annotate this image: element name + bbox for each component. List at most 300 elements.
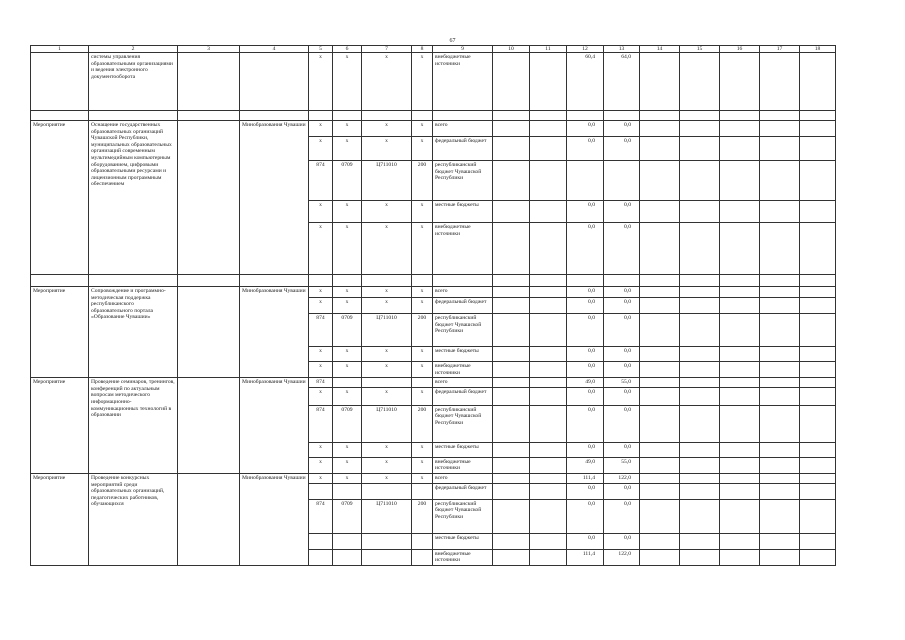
- amount-cell: 0,0: [567, 347, 604, 362]
- funding-source-cell: всего: [433, 473, 493, 483]
- executor-cell: Минобразования Чувашии: [240, 121, 309, 275]
- amount-cell: 0,0: [604, 298, 640, 314]
- executor-cell: Минобразования Чувашии: [240, 378, 309, 474]
- year-cell: [720, 298, 760, 314]
- year-cell: [680, 201, 720, 223]
- year-cell: [640, 298, 680, 314]
- amount-cell: 0,0: [604, 405, 640, 442]
- year-cell: [760, 533, 800, 549]
- empty-cell: [640, 111, 680, 121]
- year-cell: [493, 405, 530, 442]
- year-cell: [720, 457, 760, 473]
- year-cell: [640, 473, 680, 483]
- year-cell: [760, 362, 800, 378]
- year-cell: [680, 457, 720, 473]
- year-cell: [530, 549, 567, 565]
- empty-cell: [720, 111, 760, 121]
- year-cell: [680, 533, 720, 549]
- year-cell: [800, 405, 836, 442]
- year-cell: [760, 137, 800, 161]
- year-cell: [640, 347, 680, 362]
- page-number: 67: [449, 38, 456, 44]
- target-article-cell: х: [362, 457, 412, 473]
- year-cell: [760, 387, 800, 405]
- section-code-cell: [333, 378, 362, 388]
- target-article-cell: Ц711010: [362, 405, 412, 442]
- section-code-cell: х: [333, 457, 362, 473]
- year-cell: [800, 533, 836, 549]
- section-code-cell: [333, 533, 362, 549]
- activity-type-cell: Мероприятие: [31, 121, 89, 275]
- column-number-cell: 8: [412, 46, 433, 53]
- activity-type-cell: Мероприятие: [31, 378, 89, 474]
- year-cell: [800, 347, 836, 362]
- year-cell: [760, 121, 800, 137]
- amount-cell: 55,0: [604, 457, 640, 473]
- amount-cell: 0,0: [567, 223, 604, 275]
- empty-cell: [178, 473, 240, 565]
- section-code-cell: х: [333, 298, 362, 314]
- grbs-code-cell: х: [309, 287, 333, 298]
- section-code-cell: х: [333, 287, 362, 298]
- funding-source-cell: федеральный бюджет: [433, 387, 493, 405]
- grbs-code-cell: х: [309, 223, 333, 275]
- year-cell: [760, 314, 800, 347]
- amount-cell: 0,0: [567, 533, 604, 549]
- target-article-cell: [362, 483, 412, 499]
- section-code-cell: х: [333, 201, 362, 223]
- section-code-cell: х: [333, 387, 362, 405]
- funding-source-cell: республиканский бюджет Чувашской Республики: [433, 405, 493, 442]
- year-cell: [493, 499, 530, 533]
- empty-cell: [333, 111, 362, 121]
- funding-source-cell: федеральный бюджет: [433, 483, 493, 499]
- column-number-cell: 6: [333, 46, 362, 53]
- funding-source-cell: всего: [433, 121, 493, 137]
- year-cell: [530, 499, 567, 533]
- target-article-cell: [362, 533, 412, 549]
- empty-cell: [567, 275, 604, 287]
- target-article-cell: Ц711010: [362, 161, 412, 201]
- year-cell: [800, 362, 836, 378]
- activity-name-cell: Сопровождение и программно-методическая поддержка республиканского образовательного портала «Образование Чувашии»: [89, 287, 178, 378]
- grbs-code-cell: 874: [309, 314, 333, 347]
- year-cell: [720, 161, 760, 201]
- activity-name-cell: Проведение конкурсных мероприятий среди образовательных организаций, педагогических работников, обучающихся: [89, 473, 178, 565]
- empty-cell: [412, 275, 433, 287]
- year-cell: [680, 499, 720, 533]
- expense-type-cell: 200: [412, 405, 433, 442]
- year-cell: [640, 137, 680, 161]
- target-article-cell: х: [362, 201, 412, 223]
- activity-name-cell: системы управления образовательными организациями и ведения электронного документооборота: [89, 53, 178, 111]
- section-code-cell: х: [333, 362, 362, 378]
- expense-type-cell: [412, 378, 433, 388]
- empty-cell: [800, 275, 836, 287]
- amount-cell: 0,0: [604, 137, 640, 161]
- year-cell: [680, 483, 720, 499]
- year-cell: [640, 161, 680, 201]
- target-article-cell: х: [362, 223, 412, 275]
- expense-type-cell: [412, 549, 433, 565]
- amount-cell: 49,0: [567, 457, 604, 473]
- grbs-code-cell: х: [309, 298, 333, 314]
- amount-cell: 0,0: [604, 201, 640, 223]
- expense-type-cell: х: [412, 137, 433, 161]
- funding-source-cell: всего: [433, 378, 493, 388]
- empty-cell: [800, 111, 836, 121]
- year-cell: [680, 473, 720, 483]
- year-cell: [640, 442, 680, 457]
- column-number-cell: 5: [309, 46, 333, 53]
- empty-cell: [178, 121, 240, 275]
- expense-type-cell: х: [412, 287, 433, 298]
- year-cell: [760, 53, 800, 111]
- grbs-code-cell: х: [309, 121, 333, 137]
- year-cell: [680, 287, 720, 298]
- column-number-cell: 12: [567, 46, 604, 53]
- year-cell: [493, 53, 530, 111]
- activity-type-cell: [31, 53, 89, 111]
- year-cell: [680, 405, 720, 442]
- empty-cell: [493, 111, 530, 121]
- table-row: [31, 53, 836, 111]
- year-cell: [493, 378, 530, 388]
- expense-type-cell: х: [412, 121, 433, 137]
- funding-source-cell: местные бюджеты: [433, 533, 493, 549]
- spacer-row: [31, 275, 836, 287]
- year-cell: [680, 161, 720, 201]
- year-cell: [760, 378, 800, 388]
- year-cell: [800, 387, 836, 405]
- empty-cell: [680, 275, 720, 287]
- expense-type-cell: х: [412, 457, 433, 473]
- funding-source-cell: местные бюджеты: [433, 347, 493, 362]
- expense-type-cell: х: [412, 473, 433, 483]
- year-cell: [760, 473, 800, 483]
- amount-cell: 49,0: [567, 378, 604, 388]
- activity-type-cell: Мероприятие: [31, 287, 89, 378]
- grbs-code-cell: х: [309, 53, 333, 111]
- grbs-code-cell: [309, 533, 333, 549]
- empty-cell: [412, 111, 433, 121]
- section-code-cell: х: [333, 137, 362, 161]
- executor-cell: Минобразования Чувашии: [240, 287, 309, 378]
- amount-cell: 0,0: [567, 405, 604, 442]
- year-cell: [800, 499, 836, 533]
- empty-cell: [31, 275, 89, 287]
- year-cell: [530, 533, 567, 549]
- section-code-cell: х: [333, 347, 362, 362]
- column-number-cell: 4: [240, 46, 309, 53]
- column-number-cell: 11: [530, 46, 567, 53]
- year-cell: [640, 201, 680, 223]
- year-cell: [680, 121, 720, 137]
- year-cell: [640, 314, 680, 347]
- year-cell: [640, 387, 680, 405]
- year-cell: [800, 457, 836, 473]
- empty-cell: [333, 275, 362, 287]
- year-cell: [800, 161, 836, 201]
- year-cell: [640, 533, 680, 549]
- amount-cell: 0,0: [567, 298, 604, 314]
- year-cell: [640, 405, 680, 442]
- year-cell: [493, 347, 530, 362]
- expense-type-cell: 200: [412, 161, 433, 201]
- funding-source-cell: внебюджетные источники: [433, 457, 493, 473]
- year-cell: [493, 362, 530, 378]
- empty-cell: [178, 275, 240, 287]
- amount-cell: 0,0: [567, 362, 604, 378]
- year-cell: [800, 442, 836, 457]
- expense-type-cell: 200: [412, 499, 433, 533]
- target-article-cell: х: [362, 121, 412, 137]
- year-cell: [760, 223, 800, 275]
- empty-cell: [760, 111, 800, 121]
- empty-cell: [760, 275, 800, 287]
- year-cell: [640, 53, 680, 111]
- funding-source-cell: республиканский бюджет Чувашской Республики: [433, 161, 493, 201]
- empty-cell: [433, 275, 493, 287]
- amount-cell: 0,0: [604, 121, 640, 137]
- amount-cell: 0,0: [567, 442, 604, 457]
- amount-cell: 0,0: [604, 362, 640, 378]
- year-cell: [800, 53, 836, 111]
- amount-cell: 0,0: [567, 121, 604, 137]
- amount-cell: 55,0: [604, 378, 640, 388]
- section-code-cell: 0709: [333, 161, 362, 201]
- year-cell: [720, 201, 760, 223]
- table-row: [31, 287, 836, 298]
- empty-cell: [680, 111, 720, 121]
- year-cell: [530, 473, 567, 483]
- year-cell: [493, 121, 530, 137]
- column-number-cell: 17: [760, 46, 800, 53]
- funding-source-cell: внебюджетные источники: [433, 223, 493, 275]
- year-cell: [640, 287, 680, 298]
- year-cell: [530, 362, 567, 378]
- activity-name-cell: Оснащение государственных образовательных организаций Чувашской Республики, муниципальных образовательных организаций современным мультимедийным компьютерным оборудованием, цифровыми образовательными ресурсами и лицензионным программным обеспечением: [89, 121, 178, 275]
- column-number-cell: 14: [640, 46, 680, 53]
- year-cell: [800, 121, 836, 137]
- target-article-cell: х: [362, 137, 412, 161]
- year-cell: [680, 137, 720, 161]
- amount-cell: 0,0: [604, 387, 640, 405]
- year-cell: [493, 314, 530, 347]
- year-cell: [640, 549, 680, 565]
- funding-source-cell: федеральный бюджет: [433, 137, 493, 161]
- year-cell: [720, 137, 760, 161]
- year-cell: [760, 457, 800, 473]
- year-cell: [760, 499, 800, 533]
- year-cell: [530, 457, 567, 473]
- year-cell: [530, 387, 567, 405]
- year-cell: [530, 137, 567, 161]
- year-cell: [680, 442, 720, 457]
- year-cell: [640, 121, 680, 137]
- grbs-code-cell: х: [309, 473, 333, 483]
- amount-cell: [567, 161, 604, 201]
- year-cell: [720, 378, 760, 388]
- target-article-cell: х: [362, 362, 412, 378]
- grbs-code-cell: х: [309, 201, 333, 223]
- expense-type-cell: х: [412, 362, 433, 378]
- grbs-code-cell: [309, 549, 333, 565]
- amount-cell: 0,0: [567, 499, 604, 533]
- funding-source-cell: республиканский бюджет Чувашской Республики: [433, 499, 493, 533]
- empty-cell: [604, 111, 640, 121]
- year-cell: [800, 314, 836, 347]
- year-cell: [680, 362, 720, 378]
- year-cell: [530, 53, 567, 111]
- year-cell: [530, 298, 567, 314]
- table-row: [31, 378, 836, 388]
- year-cell: [493, 287, 530, 298]
- year-cell: [720, 347, 760, 362]
- amount-cell: 0,0: [567, 483, 604, 499]
- executor-cell: Минобразования Чувашии: [240, 473, 309, 565]
- amount-cell: 0,0: [604, 287, 640, 298]
- year-cell: [530, 378, 567, 388]
- empty-cell: [240, 275, 309, 287]
- year-cell: [493, 533, 530, 549]
- empty-cell: [31, 111, 89, 121]
- activity-name-cell: Проведение семинаров, тренингов, конференций по актуальным вопросам методического информационно-коммуникационных технологий в образовании: [89, 378, 178, 474]
- expense-type-cell: х: [412, 442, 433, 457]
- grbs-code-cell: х: [309, 137, 333, 161]
- year-cell: [800, 287, 836, 298]
- executor-cell: [240, 53, 309, 111]
- year-cell: [760, 549, 800, 565]
- grbs-code-cell: х: [309, 457, 333, 473]
- year-cell: [680, 53, 720, 111]
- year-cell: [493, 473, 530, 483]
- table-row: [31, 473, 836, 483]
- empty-cell: [178, 287, 240, 378]
- expense-type-cell: х: [412, 223, 433, 275]
- amount-cell: 111,4: [567, 549, 604, 565]
- amount-cell: 0,0: [604, 347, 640, 362]
- year-cell: [530, 405, 567, 442]
- year-cell: [760, 405, 800, 442]
- year-cell: [720, 549, 760, 565]
- year-cell: [680, 223, 720, 275]
- section-code-cell: 0709: [333, 499, 362, 533]
- year-cell: [493, 457, 530, 473]
- year-cell: [493, 387, 530, 405]
- section-code-cell: 0709: [333, 405, 362, 442]
- column-number-cell: 7: [362, 46, 412, 53]
- column-number-cell: 3: [178, 46, 240, 53]
- column-number-cell: 18: [800, 46, 836, 53]
- funding-source-cell: местные бюджеты: [433, 442, 493, 457]
- grbs-code-cell: 874: [309, 378, 333, 388]
- column-number-cell: 9: [433, 46, 493, 53]
- grbs-code-cell: х: [309, 362, 333, 378]
- year-cell: [680, 347, 720, 362]
- column-number-cell: 16: [720, 46, 760, 53]
- amount-cell: 0,0: [567, 314, 604, 347]
- year-cell: [720, 53, 760, 111]
- empty-cell: [493, 275, 530, 287]
- table-row: [31, 121, 836, 137]
- year-cell: [493, 549, 530, 565]
- column-number-cell: 1: [31, 46, 89, 53]
- year-cell: [530, 161, 567, 201]
- year-cell: [680, 298, 720, 314]
- funding-source-cell: внебюджетные источники: [433, 362, 493, 378]
- target-article-cell: х: [362, 387, 412, 405]
- year-cell: [800, 473, 836, 483]
- section-code-cell: [333, 483, 362, 499]
- year-cell: [720, 442, 760, 457]
- grbs-code-cell: 874: [309, 405, 333, 442]
- year-cell: [680, 378, 720, 388]
- target-article-cell: Ц711010: [362, 499, 412, 533]
- target-article-cell: [362, 378, 412, 388]
- funding-source-cell: федеральный бюджет: [433, 298, 493, 314]
- year-cell: [800, 201, 836, 223]
- section-code-cell: х: [333, 53, 362, 111]
- expense-type-cell: х: [412, 347, 433, 362]
- empty-cell: [178, 53, 240, 111]
- amount-cell: 122,0: [604, 549, 640, 565]
- empty-cell: [530, 275, 567, 287]
- year-cell: [493, 442, 530, 457]
- year-cell: [720, 387, 760, 405]
- section-code-cell: х: [333, 442, 362, 457]
- amount-cell: 0,0: [604, 223, 640, 275]
- year-cell: [530, 287, 567, 298]
- empty-cell: [309, 275, 333, 287]
- grbs-code-cell: х: [309, 387, 333, 405]
- empty-cell: [433, 111, 493, 121]
- column-number-row: [31, 46, 836, 53]
- funding-source-cell: местные бюджеты: [433, 201, 493, 223]
- empty-cell: [640, 275, 680, 287]
- year-cell: [493, 137, 530, 161]
- funding-source-cell: республиканский бюджет Чувашской Республики: [433, 314, 493, 347]
- year-cell: [800, 298, 836, 314]
- expense-type-cell: 200: [412, 314, 433, 347]
- column-number-cell: 15: [680, 46, 720, 53]
- year-cell: [493, 223, 530, 275]
- section-code-cell: [333, 549, 362, 565]
- year-cell: [530, 314, 567, 347]
- year-cell: [800, 378, 836, 388]
- year-cell: [800, 137, 836, 161]
- year-cell: [530, 347, 567, 362]
- year-cell: [720, 362, 760, 378]
- year-cell: [640, 378, 680, 388]
- year-cell: [760, 483, 800, 499]
- section-code-cell: 0709: [333, 314, 362, 347]
- expense-type-cell: х: [412, 387, 433, 405]
- amount-cell: [604, 161, 640, 201]
- empty-cell: [362, 275, 412, 287]
- amount-cell: 0,0: [604, 442, 640, 457]
- expense-type-cell: [412, 533, 433, 549]
- year-cell: [720, 121, 760, 137]
- empty-cell: [178, 378, 240, 474]
- year-cell: [680, 387, 720, 405]
- funding-source-cell: внебюджетные источники: [433, 549, 493, 565]
- year-cell: [530, 201, 567, 223]
- year-cell: [493, 298, 530, 314]
- target-article-cell: х: [362, 442, 412, 457]
- amount-cell: 0,0: [604, 314, 640, 347]
- year-cell: [530, 483, 567, 499]
